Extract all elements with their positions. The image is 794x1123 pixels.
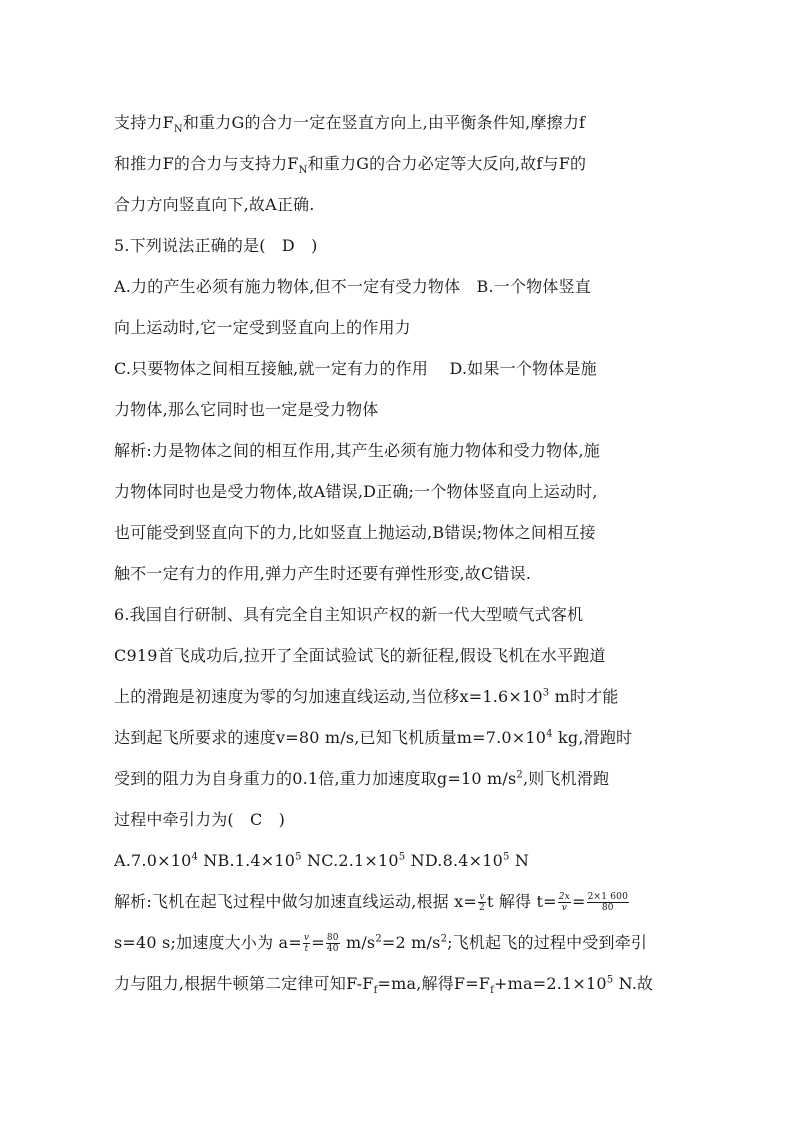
text-run: 受到的阻力为自身重力的0.1倍,重力加速度取g=10 m/s bbox=[114, 769, 517, 788]
fraction-denominator: 2 bbox=[479, 903, 485, 913]
text-run: NB.1.4×10 bbox=[198, 851, 296, 870]
question-5-option-line: 向上运动时,它一定受到竖直向上的作用力 bbox=[114, 318, 411, 337]
text-run: 解析:飞机在起飞过程中做匀加速直线运动,根据 x= bbox=[114, 892, 477, 911]
fraction bbox=[326, 933, 340, 954]
text-run: 和重力G的合力一定在竖直方向上,由平衡条件知,摩擦力f bbox=[182, 113, 586, 132]
text-run: N bbox=[509, 851, 530, 870]
question-6-stem bbox=[114, 758, 684, 799]
fraction-numerator: 2×1 600 bbox=[587, 892, 629, 902]
superscript: 4 bbox=[191, 851, 199, 863]
text-run: s=40 s;加速度大小为 a= bbox=[114, 933, 302, 952]
subscript: N bbox=[173, 124, 183, 136]
text-run: 支持力F bbox=[114, 113, 174, 132]
text-run: = bbox=[311, 933, 325, 952]
text-run: 达到起飞所要求的速度v=80 m/s,已知飞机质量m=7.0×10 bbox=[114, 728, 547, 747]
text-run: kg,滑跑时 bbox=[552, 728, 633, 747]
fraction-denominator: 40 bbox=[326, 944, 339, 954]
text-run: A.7.0×10 bbox=[114, 851, 192, 870]
question-6-analysis bbox=[114, 881, 684, 922]
fraction bbox=[558, 892, 571, 913]
fraction bbox=[303, 933, 310, 954]
fraction-numerator: v bbox=[479, 892, 485, 902]
text-line: 合力方向竖直向下,故A正确. bbox=[114, 195, 315, 214]
question-5-option-line: A.力的产生必须有施力物体,但不一定有受力物体 B.一个物体竖直 bbox=[114, 277, 591, 296]
question-6-stem bbox=[114, 676, 684, 717]
superscript: 5 bbox=[502, 851, 510, 863]
text-run: =ma,解得F=F bbox=[377, 974, 491, 993]
text-run: ND.8.4×10 bbox=[405, 851, 503, 870]
question-6-stem: 过程中牵引力为( C ) bbox=[114, 810, 286, 829]
fraction-denominator: 80 bbox=[601, 903, 614, 913]
text-run: 力与阻力,根据牛顿第二定律可知F-F bbox=[114, 974, 374, 993]
text-run: m时才能 bbox=[549, 687, 619, 706]
superscript: 5 bbox=[295, 851, 302, 863]
text-run: N.故 bbox=[613, 974, 654, 993]
text-line bbox=[114, 102, 684, 143]
text-run: t 解得 t= bbox=[486, 892, 557, 911]
question-6-stem: 6.我国自行研制、具有完全自主知识产权的新一代大型喷气式客机 bbox=[114, 605, 584, 624]
superscript: 2 bbox=[440, 933, 448, 945]
superscript: 5 bbox=[606, 974, 614, 986]
text-run: m/s bbox=[340, 933, 376, 952]
text-run: = bbox=[571, 892, 586, 911]
text-run: 和推力F的合力与支持力F bbox=[114, 154, 299, 173]
fraction-numerator: 2x bbox=[558, 892, 570, 902]
question-5-stem: 5.下列说法正确的是( D ) bbox=[114, 236, 318, 255]
subscript: f bbox=[373, 985, 378, 997]
question-5-option-line: C.只要物体之间相互接触,就一定有力的作用 D.如果一个物体是施 bbox=[114, 359, 597, 378]
question-5-analysis: 解析:力是物体之间的相互作用,其产生必须有施力物体和受力物体,施 bbox=[114, 441, 600, 460]
superscript: 2 bbox=[516, 769, 523, 781]
question-6-options bbox=[114, 840, 684, 881]
text-run: 上的滑跑是初速度为零的匀加速直线运动,当位移x=1.6×10 bbox=[114, 687, 543, 706]
superscript: 3 bbox=[542, 687, 550, 699]
text-line bbox=[114, 143, 684, 184]
text-run: +ma=2.1×10 bbox=[494, 974, 607, 993]
question-6-analysis bbox=[114, 963, 684, 1004]
document-page bbox=[114, 102, 684, 1004]
fraction-denominator: v bbox=[561, 903, 568, 913]
question-5-analysis: 力物体同时也是受力物体,故A错误,D正确;一个物体竖直向上运动时, bbox=[114, 482, 598, 501]
superscript: 5 bbox=[398, 851, 406, 863]
question-6-stem: C919首飞成功后,拉开了全面试验试飞的新征程,假设飞机在水平跑道 bbox=[114, 646, 606, 665]
superscript: 2 bbox=[375, 933, 382, 945]
question-5-analysis: 也可能受到竖直向下的力,比如竖直上抛运动,B错误;物体之间相互接 bbox=[114, 523, 596, 542]
fraction-denominator: t bbox=[304, 944, 309, 954]
text-run: 和重力G的合力必定等大反向,故f与F的 bbox=[307, 154, 587, 173]
subscript: N bbox=[298, 165, 308, 177]
question-5-option-line: 力物体,那么它同时也一定是受力物体 bbox=[114, 400, 379, 419]
text-run: ;飞机起飞的过程中受到牵引 bbox=[447, 933, 648, 952]
text-run: ,则飞机滑跑 bbox=[522, 769, 610, 788]
question-5-analysis: 触不一定有力的作用,弹力产生时还要有弹性形变,故C错误. bbox=[114, 564, 532, 583]
fraction bbox=[478, 892, 486, 913]
question-6-stem bbox=[114, 717, 684, 758]
text-run: =2 m/s bbox=[381, 933, 441, 952]
fraction bbox=[587, 892, 629, 913]
text-run: NC.2.1×10 bbox=[301, 851, 399, 870]
question-6-analysis bbox=[114, 922, 684, 963]
subscript: f bbox=[490, 985, 495, 997]
fraction-numerator: 80 bbox=[326, 933, 339, 943]
fraction-numerator: v bbox=[303, 933, 310, 943]
superscript: 4 bbox=[546, 728, 553, 740]
